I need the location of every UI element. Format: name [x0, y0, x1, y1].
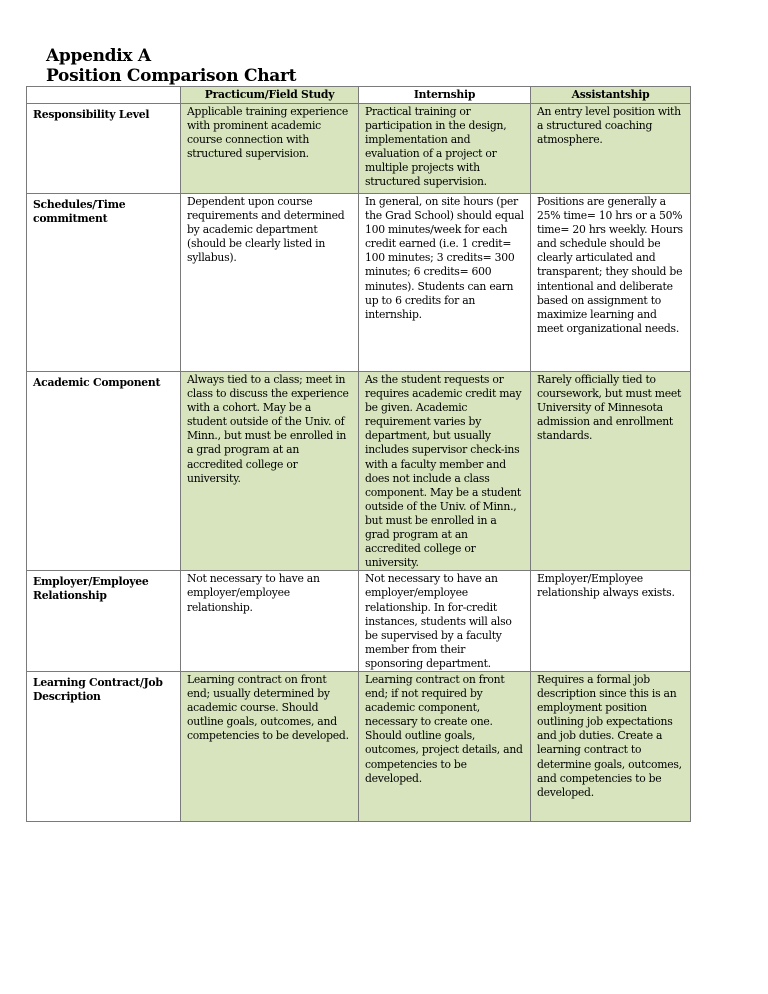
- cell-practicum-learning-contract: Learning contract on front end; usually determined by academic course. Should outline goals, outcomes, and competencies to be developed.: [181, 671, 359, 821]
- table-row-employer: [27, 571, 691, 672]
- position-comparison-table: [26, 86, 691, 822]
- table-header-row: [27, 87, 691, 104]
- header-assistantship: Assistantship: [531, 87, 691, 104]
- cell-internship-employer: Not necessary to have an employer/employee relationship. In for-credit instances, students will also be supervised by a faculty member from their sponsoring department.: [359, 571, 531, 672]
- table-row-responsibility: [27, 104, 691, 194]
- row-label-learning-contract: Learning Contract/Job Description: [27, 671, 181, 821]
- header-practicum: Practicum/Field Study: [181, 87, 359, 104]
- cell-internship-schedules: In general, on site hours (per the Grad School) should equal 100 minutes/week for each credit earned (i.e. 1 credit= 100 minutes; 3 credits= 300 minutes; 6 credits= 600 minutes). Students can earn up to 6 credits for an internship.: [359, 194, 531, 372]
- title-line-appendix: Appendix A: [46, 46, 151, 66]
- cell-internship-learning-contract: Learning contract on front end; if not required by academic component, necessary to create one. Should outline goals, outcomes, project details, and competencies to be developed.: [359, 671, 531, 821]
- cell-assistantship-academic: Rarely officially tied to coursework, but must meet University of Minnesota admission and enrollment standards.: [531, 372, 691, 571]
- header-internship: Internship: [359, 87, 531, 104]
- cell-assistantship-learning-contract: Requires a formal job description since this is an employment position outlining job expectations and job duties. Create a learning contract to determine goals, outcomes, and competencies to be developed.: [531, 671, 691, 821]
- cell-internship-academic: As the student requests or requires academic credit may be given. Academic requirement varies by department, but usually includes supervisor check-ins with a faculty member and does not include a class component. May be a student outside of the Univ. of Minn., but must be enrolled in a grad program at an accredited college or university.: [359, 372, 531, 571]
- row-label-academic: Academic Component: [27, 372, 181, 571]
- cell-assistantship-schedules: Positions are generally a 25% time= 10 hrs or a 50% time= 20 hrs weekly. Hours and schedule should be clearly articulated and transparent; they should be intentional and deliberate based on assignment to maximize learning and meet organizational needs.: [531, 194, 691, 372]
- header-empty-cell: [27, 87, 181, 104]
- cell-practicum-responsibility: Applicable training experience with prominent academic course connection with structured supervision.: [181, 104, 359, 194]
- table-row-schedules: [27, 194, 691, 372]
- row-label-employer: Employer/Employee Relationship: [27, 571, 181, 672]
- cell-practicum-employer: Not necessary to have an employer/employee relationship.: [181, 571, 359, 672]
- table-row-academic: [27, 372, 691, 571]
- table-row-learning-contract: [27, 671, 691, 821]
- cell-internship-responsibility: Practical training or participation in the design, implementation and evaluation of a project or multiple projects with structured supervision.: [359, 104, 531, 194]
- cell-assistantship-responsibility: An entry level position with a structured coaching atmosphere.: [531, 104, 691, 194]
- document-title: [46, 46, 296, 86]
- cell-practicum-schedules: Dependent upon course requirements and determined by academic department (should be clearly listed in syllabus).: [181, 194, 359, 372]
- cell-practicum-academic: Always tied to a class; meet in class to discuss the experience with a cohort. May be a student outside of the Univ. of Minn., but must be enrolled in a grad program at an accredited college or university.: [181, 372, 359, 571]
- row-label-responsibility: Responsibility Level: [27, 104, 181, 194]
- title-line-chart-name: Position Comparison Chart: [46, 66, 297, 86]
- cell-assistantship-employer: Employer/Employee relationship always exists.: [531, 571, 691, 672]
- row-label-schedules: Schedules/Time commitment: [27, 194, 181, 372]
